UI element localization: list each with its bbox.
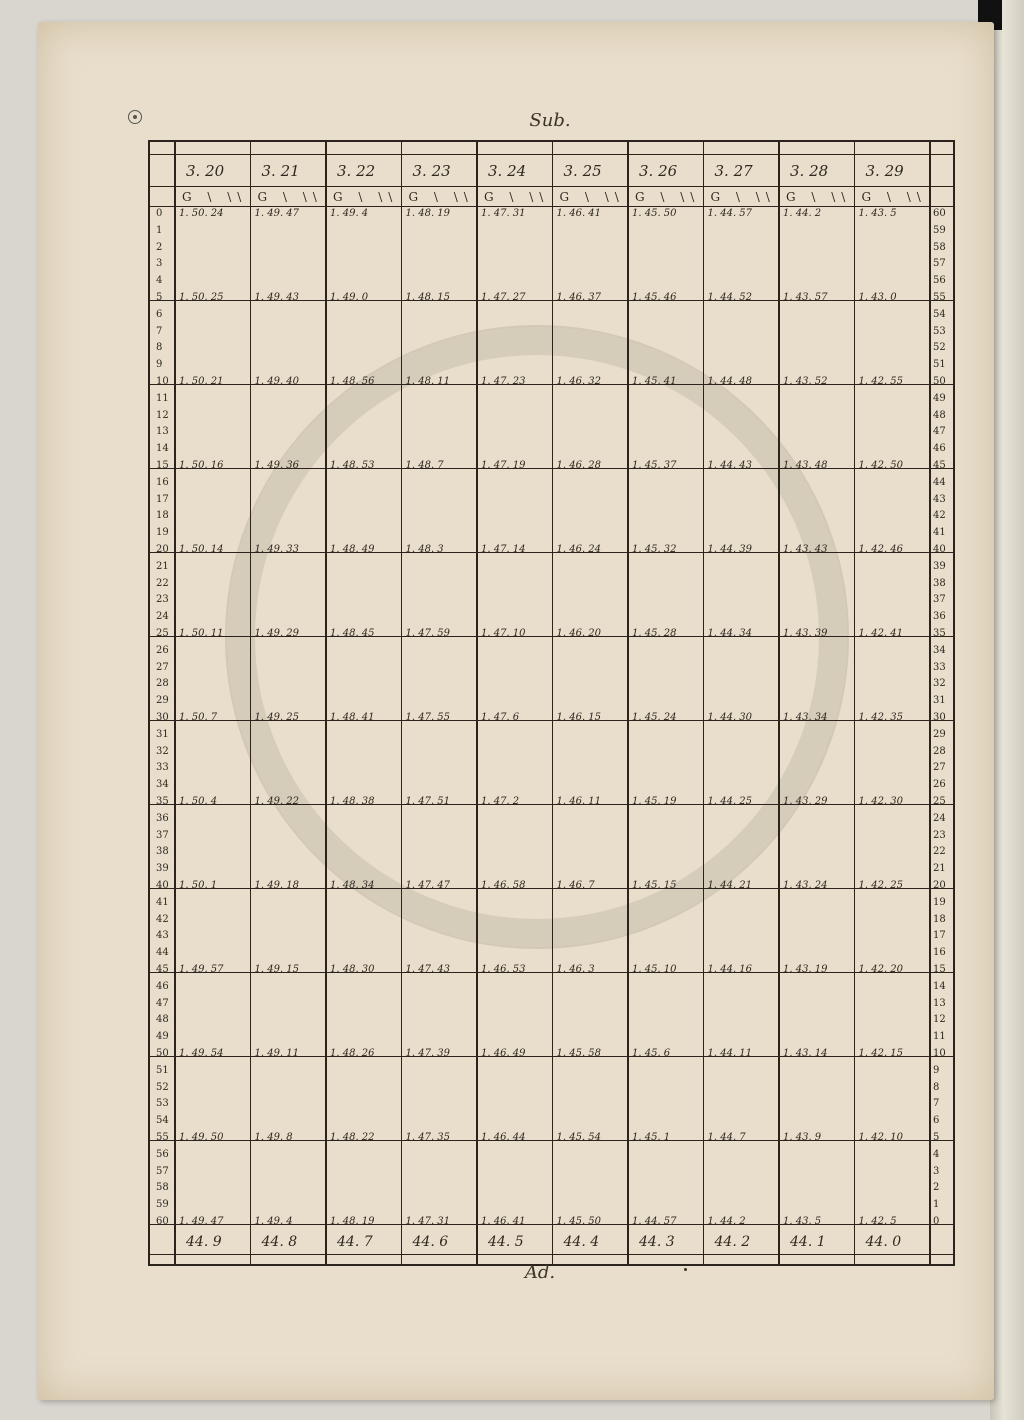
table-cell: 1. 45. 54 <box>556 1132 602 1143</box>
row-number-right: 22 <box>933 846 946 858</box>
row-number-right: 28 <box>933 745 946 757</box>
table-cell: 1. 45. 6 <box>632 1048 671 1059</box>
row-number-right: 43 <box>933 493 946 505</box>
table-cell: 1. 48. 3 <box>405 544 444 555</box>
row-number-right: 16 <box>933 947 946 959</box>
row-number-left: 23 <box>156 594 169 606</box>
table-cell: 1. 47. 2 <box>481 796 520 807</box>
table-cell: 1. 47. 31 <box>405 1216 451 1227</box>
row-number-right: 53 <box>933 325 946 337</box>
row-number-left: 11 <box>156 392 169 404</box>
row-number-right: 45 <box>933 460 946 471</box>
row-number-right: 9 <box>933 1064 940 1076</box>
table-cell: 1. 45. 50 <box>632 208 677 219</box>
row-number-right: 32 <box>933 678 946 690</box>
table-cell: 1. 48. 19 <box>405 208 451 219</box>
table-cell: 1. 50. 14 <box>179 544 224 555</box>
column-header: 3. 25 <box>563 162 602 180</box>
row-number-right: 26 <box>933 779 946 791</box>
table-cell: 1. 50. 21 <box>179 376 224 387</box>
column-footer: 44. 9 <box>186 1234 222 1250</box>
table-cell: 1. 45. 46 <box>632 292 677 303</box>
row-number-right: 13 <box>933 997 946 1009</box>
row-number-right: 33 <box>933 661 946 673</box>
row-number-right: 57 <box>933 258 946 270</box>
column-rule <box>778 142 780 1264</box>
table-cell: 1. 46. 3 <box>556 964 595 975</box>
row-number-right: 27 <box>933 762 946 774</box>
row-number-right: 54 <box>933 308 946 320</box>
row-number-left: 6 <box>156 308 163 320</box>
table-cell: 1. 45. 37 <box>632 460 677 471</box>
column-subheader: G \ \\ <box>333 190 399 204</box>
row-number-right: 21 <box>933 863 946 875</box>
table-cell: 1. 48. 30 <box>330 964 375 975</box>
table-cell: 1. 47. 35 <box>405 1132 451 1143</box>
astronomical-table <box>148 140 955 1266</box>
row-number-left: 60 <box>156 1216 169 1227</box>
column-footer: 44. 4 <box>563 1234 600 1250</box>
row-number-right: 10 <box>933 1048 946 1059</box>
row-number-right: 31 <box>933 695 946 707</box>
table-cell: 1. 48. 45 <box>330 628 375 639</box>
table-cell: 1. 49. 36 <box>254 460 300 471</box>
table-cell: 1. 48. 26 <box>330 1048 375 1059</box>
column-rule <box>476 142 478 1264</box>
row-number-left: 2 <box>156 241 163 253</box>
row-number-right: 52 <box>933 342 946 354</box>
row-number-left: 42 <box>156 913 169 925</box>
table-cell: 1. 47. 47 <box>405 880 451 891</box>
table-cell: 1. 49. 15 <box>254 964 300 975</box>
row-number-right: 1 <box>933 1199 940 1211</box>
row-number-left: 0 <box>156 208 163 219</box>
row-number-left: 16 <box>156 476 169 488</box>
row-number-left: 18 <box>156 510 169 522</box>
row-number-left: 25 <box>156 628 169 639</box>
table-cell: 1. 47. 59 <box>405 628 451 639</box>
table-cell: 1. 43. 5 <box>858 208 897 219</box>
table-cell: 1. 49. 33 <box>254 544 300 555</box>
row-number-left: 32 <box>156 745 169 757</box>
table-cell: 1. 47. 14 <box>481 544 526 555</box>
column-footer: 44. 0 <box>865 1234 902 1250</box>
table-cell: 1. 43. 14 <box>783 1048 828 1059</box>
row-number-right: 20 <box>933 880 946 891</box>
row-number-right: 58 <box>933 241 946 253</box>
row-number-right: 15 <box>933 964 946 975</box>
column-rule <box>552 142 554 1264</box>
table-cell: 1. 50. 11 <box>179 628 224 639</box>
row-number-left: 20 <box>156 544 169 555</box>
row-number-left: 33 <box>156 762 169 774</box>
table-cell: 1. 42. 50 <box>858 460 904 471</box>
next-page-edge <box>990 0 1024 1420</box>
row-number-right: 30 <box>933 712 946 723</box>
row-number-right: 48 <box>933 409 946 421</box>
table-cell: 1. 47. 23 <box>481 376 526 387</box>
table-cell: 1. 50. 25 <box>179 292 224 303</box>
row-number-right: 49 <box>933 392 946 404</box>
column-rule <box>250 142 252 1264</box>
table-cell: 1. 45. 58 <box>556 1048 602 1059</box>
row-number-right: 11 <box>933 1031 946 1043</box>
table-cell: 1. 44. 34 <box>707 628 753 639</box>
table-cell: 1. 46. 15 <box>556 712 602 723</box>
table-cell: 1. 42. 55 <box>858 376 904 387</box>
row-number-right: 56 <box>933 275 946 287</box>
column-rule <box>401 142 403 1264</box>
row-number-left: 34 <box>156 779 169 791</box>
row-number-left: 45 <box>156 964 169 975</box>
table-cell: 1. 43. 9 <box>783 1132 822 1143</box>
table-cell: 1. 45. 1 <box>632 1132 671 1143</box>
row-number-left: 5 <box>156 292 163 303</box>
table-cell: 1. 43. 52 <box>783 376 828 387</box>
row-number-right: 2 <box>933 1182 940 1194</box>
row-number-left: 3 <box>156 258 163 270</box>
table-cell: 1. 42. 5 <box>858 1216 897 1227</box>
column-header: 3. 22 <box>337 162 376 180</box>
table-cell: 1. 45. 50 <box>556 1216 602 1227</box>
table-cell: 1. 44. 30 <box>707 712 753 723</box>
table-cell: 1. 46. 24 <box>556 544 602 555</box>
column-header: 3. 27 <box>714 162 753 180</box>
table-cell: 1. 49. 40 <box>254 376 300 387</box>
table-cell: 1. 49. 57 <box>179 964 224 975</box>
column-subheader: G \ \\ <box>559 190 625 204</box>
row-number-left: 12 <box>156 409 169 421</box>
table-cell: 1. 49. 18 <box>254 880 300 891</box>
table-cell: 1. 44. 57 <box>707 208 753 219</box>
table-cell: 1. 46. 11 <box>556 796 602 807</box>
row-number-left: 19 <box>156 527 169 539</box>
table-cell: 1. 49. 29 <box>254 628 300 639</box>
row-number-left: 37 <box>156 829 169 841</box>
row-number-right: 60 <box>933 208 946 219</box>
column-header: 3. 28 <box>790 162 829 180</box>
table-cell: 1. 47. 55 <box>405 712 451 723</box>
row-number-right: 44 <box>933 476 946 488</box>
row-number-right: 14 <box>933 980 946 992</box>
table-cell: 1. 50. 24 <box>179 208 224 219</box>
table-cell: 1. 44. 2 <box>783 208 822 219</box>
table-cell: 1. 45. 10 <box>632 964 677 975</box>
table-cell: 1. 45. 41 <box>632 376 677 387</box>
table-cell: 1. 47. 19 <box>481 460 526 471</box>
row-number-right: 19 <box>933 896 946 908</box>
row-number-right: 36 <box>933 611 946 623</box>
column-subheader: G \ \\ <box>484 190 550 204</box>
bottom-mark: Ad. <box>524 1262 556 1283</box>
table-cell: 1. 44. 57 <box>632 1216 677 1227</box>
row-number-left: 49 <box>156 1031 169 1043</box>
row-number-left: 4 <box>156 275 163 287</box>
table-cell: 1. 49. 8 <box>254 1132 293 1143</box>
row-number-left: 52 <box>156 1081 169 1093</box>
table-cell: 1. 46. 7 <box>556 880 595 891</box>
table-cell: 1. 48. 22 <box>330 1132 375 1143</box>
table-cell: 1. 48. 15 <box>405 292 451 303</box>
row-number-left: 13 <box>156 426 169 438</box>
table-cell: 1. 50. 16 <box>179 460 224 471</box>
table-cell: 1. 43. 43 <box>783 544 828 555</box>
table-cell: 1. 42. 30 <box>858 796 904 807</box>
row-number-left: 8 <box>156 342 163 354</box>
row-number-right: 34 <box>933 644 946 656</box>
table-cell: 1. 49. 43 <box>254 292 300 303</box>
table-cell: 1. 48. 11 <box>405 376 451 387</box>
table-cell: 1. 46. 41 <box>481 1216 526 1227</box>
row-number-left: 27 <box>156 661 169 673</box>
table-cell: 1. 49. 4 <box>330 208 369 219</box>
table-cell: 1. 43. 0 <box>858 292 897 303</box>
row-number-left: 10 <box>156 376 169 387</box>
column-header: 3. 21 <box>261 162 300 180</box>
table-cell: 1. 48. 41 <box>330 712 375 723</box>
row-number-left: 7 <box>156 325 163 337</box>
table-cell: 1. 48. 7 <box>405 460 444 471</box>
row-number-left: 1 <box>156 224 163 236</box>
table-cell: 1. 44. 11 <box>707 1048 753 1059</box>
row-number-left: 57 <box>156 1165 169 1177</box>
row-number-left: 39 <box>156 863 169 875</box>
row-number-left: 47 <box>156 997 169 1009</box>
table-cell: 1. 49. 0 <box>330 292 369 303</box>
column-rule <box>325 142 327 1264</box>
row-number-left: 36 <box>156 812 169 824</box>
table-cell: 1. 43. 34 <box>783 712 828 723</box>
column-footer: 44. 6 <box>412 1234 449 1250</box>
column-subheader: G \ \\ <box>635 190 701 204</box>
column-footer: 44. 5 <box>488 1234 524 1250</box>
row-number-right: 8 <box>933 1081 940 1093</box>
row-number-left: 58 <box>156 1182 169 1194</box>
row-number-right: 37 <box>933 594 946 606</box>
table-cell: 1. 43. 48 <box>783 460 828 471</box>
column-rule <box>854 142 856 1264</box>
table-cell: 1. 47. 39 <box>405 1048 451 1059</box>
row-number-left: 29 <box>156 695 169 707</box>
table-cell: 1. 46. 49 <box>481 1048 526 1059</box>
table-cell: 1. 44. 39 <box>707 544 753 555</box>
table-cell: 1. 47. 43 <box>405 964 451 975</box>
row-number-right: 50 <box>933 376 946 387</box>
dot-mark <box>684 1268 687 1271</box>
row-number-right: 4 <box>933 1148 940 1160</box>
table-cell: 1. 45. 24 <box>632 712 677 723</box>
table-cell: 1. 47. 31 <box>481 208 526 219</box>
row-number-right: 38 <box>933 577 946 589</box>
column-subheader: G \ \\ <box>861 190 927 204</box>
table-cell: 1. 46. 20 <box>556 628 602 639</box>
row-number-left: 35 <box>156 796 169 807</box>
table-cell: 1. 43. 24 <box>783 880 828 891</box>
table-cell: 1. 49. 11 <box>254 1048 300 1059</box>
row-number-right: 6 <box>933 1115 940 1127</box>
row-number-right: 12 <box>933 1014 946 1026</box>
table-cell: 1. 46. 32 <box>556 376 602 387</box>
column-subheader: G \ \\ <box>710 190 776 204</box>
column-footer: 44. 2 <box>714 1234 751 1250</box>
column-subheader: G \ \\ <box>257 190 323 204</box>
table-cell: 1. 45. 32 <box>632 544 677 555</box>
column-subheader: G \ \\ <box>408 190 474 204</box>
row-number-right: 59 <box>933 224 946 236</box>
table-cell: 1. 49. 50 <box>179 1132 224 1143</box>
table-cell: 1. 50. 4 <box>179 796 218 807</box>
row-number-right: 24 <box>933 812 946 824</box>
column-header: 3. 23 <box>412 162 451 180</box>
table-cell: 1. 44. 16 <box>707 964 753 975</box>
row-number-left: 48 <box>156 1014 169 1026</box>
table-cell: 1. 45. 28 <box>632 628 677 639</box>
row-number-right: 7 <box>933 1098 940 1110</box>
table-cell: 1. 48. 34 <box>330 880 375 891</box>
row-number-left: 38 <box>156 846 169 858</box>
row-number-left: 26 <box>156 644 169 656</box>
row-number-left: 40 <box>156 880 169 891</box>
column-rule <box>627 142 629 1264</box>
table-cell: 1. 44. 2 <box>707 1216 746 1227</box>
table-cell: 1. 46. 44 <box>481 1132 526 1143</box>
row-number-left: 9 <box>156 359 163 371</box>
row-number-left: 24 <box>156 611 169 623</box>
row-number-left: 50 <box>156 1048 169 1059</box>
row-number-left: 14 <box>156 443 169 455</box>
table-cell: 1. 43. 19 <box>783 964 828 975</box>
table-cell: 1. 49. 22 <box>254 796 300 807</box>
table-cell: 1. 48. 38 <box>330 796 375 807</box>
table-cell: 1. 46. 58 <box>481 880 526 891</box>
row-number-right: 46 <box>933 443 946 455</box>
row-number-right: 51 <box>933 359 946 371</box>
row-number-right: 5 <box>933 1132 940 1143</box>
row-number-left: 17 <box>156 493 169 505</box>
table-cell: 1. 45. 19 <box>632 796 677 807</box>
row-number-right: 25 <box>933 796 946 807</box>
column-footer: 44. 8 <box>261 1234 298 1250</box>
column-header: 3. 29 <box>865 162 904 180</box>
column-rule <box>703 142 705 1264</box>
row-number-right: 55 <box>933 292 946 303</box>
row-number-left: 31 <box>156 728 169 740</box>
row-number-left: 15 <box>156 460 169 471</box>
column-rule <box>929 142 931 1264</box>
table-cell: 1. 45. 15 <box>632 880 677 891</box>
circle-mark-icon <box>128 110 142 124</box>
row-number-left: 21 <box>156 560 169 572</box>
table-cell: 1. 43. 57 <box>783 292 828 303</box>
table-cell: 1. 44. 52 <box>707 292 753 303</box>
row-number-right: 47 <box>933 426 946 438</box>
row-number-left: 59 <box>156 1199 169 1211</box>
column-header: 3. 26 <box>639 162 678 180</box>
row-number-left: 22 <box>156 577 169 589</box>
row-number-right: 29 <box>933 728 946 740</box>
row-number-left: 53 <box>156 1098 169 1110</box>
top-mark: Sub. <box>529 110 571 131</box>
row-number-left: 43 <box>156 930 169 942</box>
table-cell: 1. 42. 41 <box>858 628 904 639</box>
table-cell: 1. 44. 21 <box>707 880 753 891</box>
column-footer: 44. 3 <box>639 1234 675 1250</box>
row-number-left: 28 <box>156 678 169 690</box>
table-cell: 1. 50. 1 <box>179 880 218 891</box>
table-cell: 1. 43. 39 <box>783 628 828 639</box>
table-cell: 1. 43. 5 <box>783 1216 822 1227</box>
table-cell: 1. 42. 15 <box>858 1048 904 1059</box>
row-number-right: 0 <box>933 1216 940 1227</box>
column-subheader: G \ \\ <box>786 190 852 204</box>
table-cell: 1. 47. 10 <box>481 628 526 639</box>
table-cell: 1. 46. 28 <box>556 460 602 471</box>
table-cell: 1. 47. 27 <box>481 292 526 303</box>
table-cell: 1. 42. 25 <box>858 880 904 891</box>
table-cell: 1. 49. 25 <box>254 712 300 723</box>
row-number-left: 55 <box>156 1132 169 1143</box>
table-cell: 1. 49. 47 <box>179 1216 224 1227</box>
table-cell: 1. 48. 19 <box>330 1216 375 1227</box>
table-cell: 1. 49. 54 <box>179 1048 224 1059</box>
column-footer: 44. 1 <box>790 1234 826 1250</box>
table-cell: 1. 43. 29 <box>783 796 828 807</box>
table-cell: 1. 44. 25 <box>707 796 753 807</box>
table-cell: 1. 44. 48 <box>707 376 753 387</box>
table-cell: 1. 42. 10 <box>858 1132 904 1143</box>
row-number-left: 41 <box>156 896 169 908</box>
row-number-right: 3 <box>933 1165 940 1177</box>
row-number-left: 56 <box>156 1148 169 1160</box>
column-rule <box>174 142 176 1264</box>
table-cell: 1. 42. 35 <box>858 712 904 723</box>
row-number-right: 23 <box>933 829 946 841</box>
table-cell: 1. 42. 20 <box>858 964 904 975</box>
table-cell: 1. 49. 47 <box>254 208 300 219</box>
row-number-right: 41 <box>933 527 946 539</box>
row-number-right: 17 <box>933 930 946 942</box>
table-cell: 1. 48. 53 <box>330 460 375 471</box>
row-number-left: 46 <box>156 980 169 992</box>
table-cell: 1. 46. 41 <box>556 208 602 219</box>
column-subheader: G \ \\ <box>182 190 248 204</box>
row-number-left: 54 <box>156 1115 169 1127</box>
table-cell: 1. 46. 53 <box>481 964 526 975</box>
table-cell: 1. 46. 37 <box>556 292 602 303</box>
column-header: 3. 20 <box>186 162 225 180</box>
table-cell: 1. 48. 56 <box>330 376 375 387</box>
table-cell: 1. 50. 7 <box>179 712 218 723</box>
table-cell: 1. 49. 4 <box>254 1216 293 1227</box>
row-number-right: 40 <box>933 544 946 555</box>
table-cell: 1. 44. 7 <box>707 1132 746 1143</box>
table-cell: 1. 48. 49 <box>330 544 375 555</box>
column-header: 3. 24 <box>488 162 527 180</box>
column-footer: 44. 7 <box>337 1234 373 1250</box>
table-cell: 1. 42. 46 <box>858 544 904 555</box>
row-number-right: 35 <box>933 628 946 639</box>
row-number-left: 44 <box>156 947 169 959</box>
table-cell: 1. 44. 43 <box>707 460 753 471</box>
row-number-left: 51 <box>156 1064 169 1076</box>
row-number-right: 42 <box>933 510 946 522</box>
table-cell: 1. 47. 6 <box>481 712 520 723</box>
row-number-right: 18 <box>933 913 946 925</box>
row-number-right: 39 <box>933 560 946 572</box>
row-number-left: 30 <box>156 712 169 723</box>
table-cell: 1. 47. 51 <box>405 796 451 807</box>
